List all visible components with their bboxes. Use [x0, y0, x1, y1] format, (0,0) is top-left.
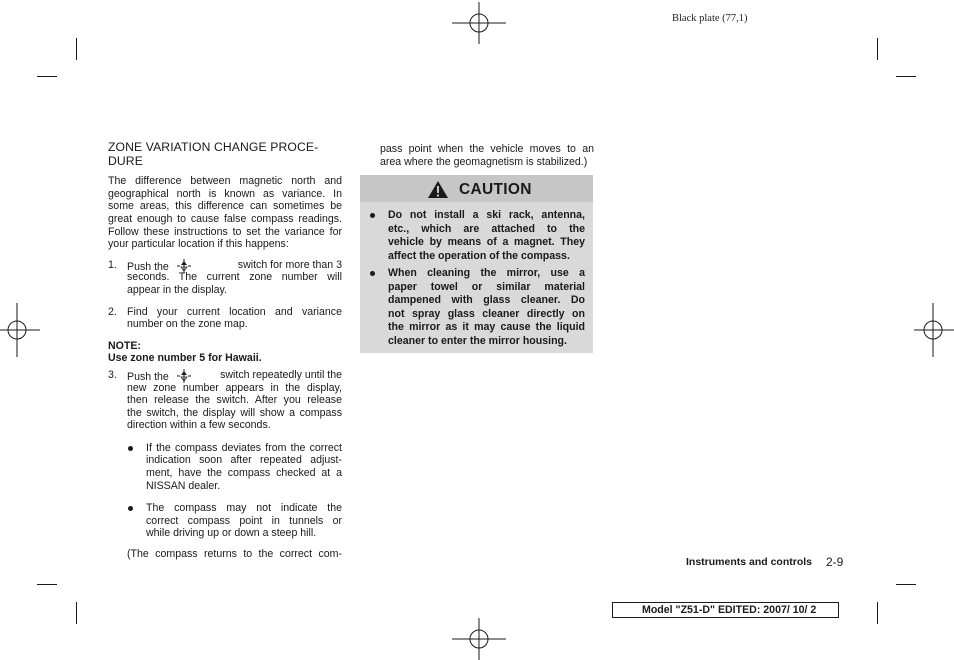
text-line: new zone number appears in the display, — [127, 381, 342, 394]
model-edit-stamp: Model "Z51-D" EDITED: 2007/ 10/ 2 — [612, 602, 839, 618]
text-line: (The compass returns to the correct com- — [127, 548, 342, 561]
bullet-icon — [370, 271, 375, 276]
text-line: pass point when the vehicle moves to an — [380, 143, 594, 155]
text-line: Do not install a ski rack, antenna, — [388, 209, 585, 221]
crop-mark — [37, 76, 57, 77]
text-line: not spray glass cleaner directly on — [388, 307, 585, 320]
text-line: paper towel or similar material — [388, 280, 585, 293]
heading-line: DURE — [108, 153, 143, 168]
page-number: 2-9 — [826, 555, 844, 569]
text-line: number on the zone map. — [127, 318, 248, 331]
continued-paragraph — [360, 143, 594, 168]
section-heading — [108, 141, 342, 168]
text-line: while driving up or down a steep hill. — [146, 527, 317, 540]
bullet-icon — [128, 446, 133, 451]
note-title: NOTE: — [108, 339, 141, 352]
text-line: The compass may not indicate the — [146, 502, 342, 515]
heading-line: ZONE VARIATION CHANGE PROCE- — [108, 140, 319, 154]
text-line: geographical north is known as variance. In — [108, 187, 342, 200]
intro-paragraph — [108, 175, 342, 251]
caution-item — [368, 267, 585, 348]
text-line: your particular location if this happens: — [108, 238, 289, 251]
footer-section-title: Instruments and controls — [686, 556, 813, 568]
step-number: 2. — [108, 305, 117, 318]
caution-box — [360, 175, 593, 353]
registration-mark-icon — [914, 303, 954, 357]
text-line: Find your current location and variance — [127, 305, 342, 318]
text-line: the switch, the display will show a compass — [127, 406, 342, 419]
crop-mark — [877, 602, 878, 624]
text-line: If the compass deviates from the correct — [146, 441, 342, 454]
text-line: The difference between magnetic north and — [108, 175, 342, 188]
text-line: some areas, this difference can sometimes be — [108, 200, 342, 213]
warning-triangle-icon — [427, 180, 449, 199]
plate-label: Black plate (77,1) — [672, 13, 748, 24]
list-item — [108, 442, 342, 492]
text-line: appear in the display. — [127, 283, 227, 296]
compass-switch-icon — [176, 369, 192, 383]
step-3 — [108, 369, 342, 432]
middle-column — [360, 143, 594, 175]
text-line: affect the operation of the compass. — [388, 249, 570, 262]
continuation-text — [108, 548, 342, 561]
text-line: NISSAN dealer. — [146, 479, 221, 492]
text-line: cleaner to enter the mirror housing. — [388, 334, 567, 347]
text-line: then release the switch. After you release — [127, 394, 342, 407]
crop-mark — [896, 76, 916, 77]
text-line: ment, have the compass checked at a — [146, 467, 342, 480]
text-line: direction within a few seconds. — [127, 419, 271, 432]
text-line: the mirror as it may cause the liquid — [388, 321, 585, 333]
text-line — [127, 259, 342, 272]
text-line: Follow these instructions to set the variance for — [108, 225, 342, 238]
registration-mark-icon — [0, 303, 40, 357]
text-line: etc., which are attached to the — [388, 222, 585, 235]
registration-mark-icon — [452, 2, 506, 44]
bullet-icon — [370, 213, 375, 218]
crop-mark — [76, 38, 77, 60]
step-number: 3. — [108, 368, 117, 381]
text-line: indication soon after repeated adjust- — [146, 454, 342, 467]
caution-list — [368, 209, 585, 352]
step-text: Push the — [127, 260, 169, 273]
left-column — [108, 141, 342, 561]
text-line: great enough to cause false compass readings. — [108, 212, 342, 225]
text-line: seconds. The current zone number will — [127, 271, 342, 284]
text-line: When cleaning the mirror, use a — [388, 267, 585, 279]
caution-item — [368, 209, 585, 263]
list-item — [108, 502, 342, 540]
caution-header — [360, 175, 593, 202]
text-line — [127, 369, 342, 382]
text-line: area where the geomagnetism is stabilized.) — [380, 155, 588, 168]
text-line: dampened with glass cleaner. Do — [388, 294, 585, 306]
step-text: Push the — [127, 370, 169, 383]
crop-mark — [37, 584, 57, 585]
note-body: Use zone number 5 for Hawaii. — [108, 352, 262, 365]
step-text: switch repeatedly until the — [220, 368, 342, 381]
step-text: switch for more than 3 — [237, 258, 342, 271]
crop-mark — [76, 602, 77, 624]
caution-title: CAUTION — [459, 181, 532, 198]
step-2 — [108, 306, 342, 331]
text-line: vehicle by means of a magnet. They — [388, 236, 585, 248]
crop-mark — [877, 38, 878, 60]
step-number: 1. — [108, 258, 117, 271]
registration-mark-icon — [452, 618, 506, 660]
crop-mark — [896, 584, 916, 585]
text-line: correct compass point in tunnels or — [146, 514, 342, 527]
step-1 — [108, 259, 342, 297]
bullet-icon — [128, 506, 133, 511]
